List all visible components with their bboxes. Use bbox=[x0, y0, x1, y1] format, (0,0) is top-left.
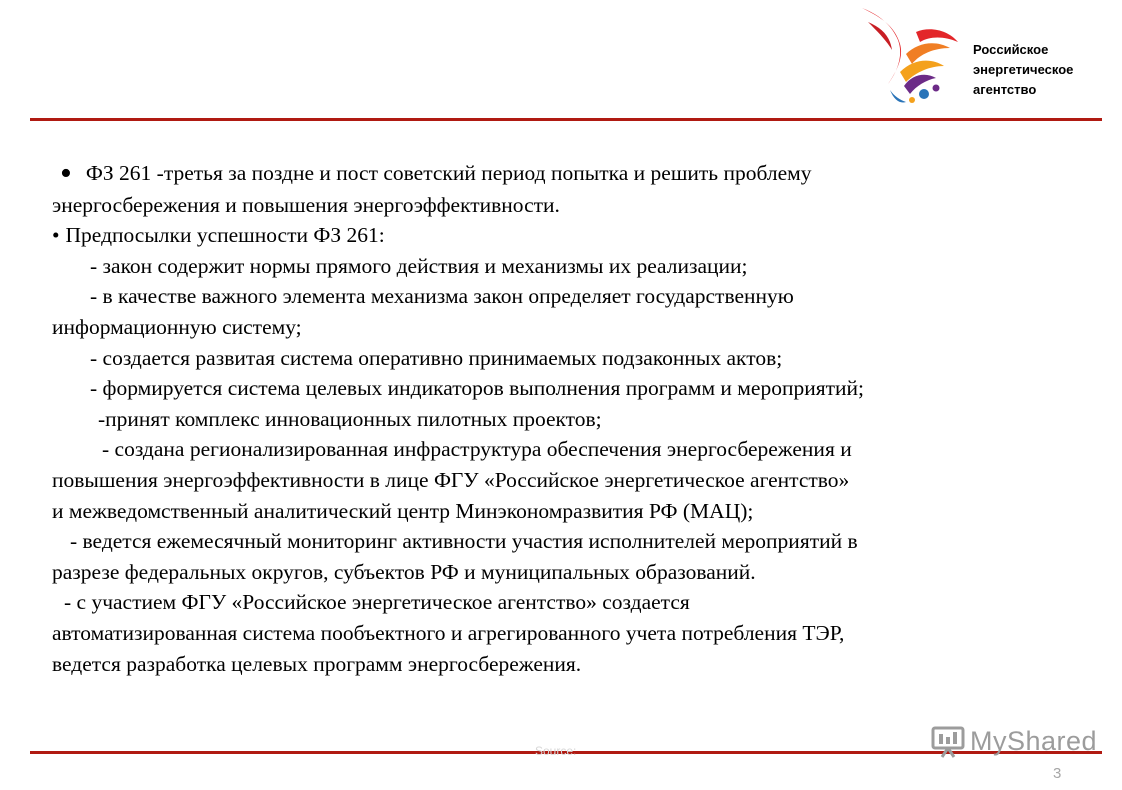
body-line-2: энергосбережения и повышения энергоэффективности. bbox=[52, 192, 560, 217]
org-logo bbox=[860, 2, 1122, 114]
body-line-1-text: ФЗ 261 -третья за поздне и пост советский период попытка и решить проблему bbox=[85, 161, 812, 185]
body-line-7: - создается развитая система оперативно принимаемых подзаконных актов; bbox=[90, 345, 783, 370]
watermark[interactable] bbox=[928, 724, 1098, 760]
body-line-15: - с участием ФГУ «Российское энергетическое агентство» создается bbox=[64, 590, 690, 615]
watermark-text: MyShared bbox=[970, 726, 1098, 756]
body-line-13: - ведется ежемесячный мониторинг активности участия исполнителей мероприятий в bbox=[70, 529, 858, 554]
header-divider bbox=[30, 118, 1102, 121]
org-logo-emblem bbox=[860, 2, 970, 114]
body-line-9: -принят комплекс инновационных пилотных проектов; bbox=[98, 406, 602, 431]
body-line-1 bbox=[52, 155, 1062, 192]
body-line-4: - закон содержит нормы прямого действия и механизмы их реализации; bbox=[90, 253, 748, 278]
org-name-line-3: агентство bbox=[973, 82, 1037, 97]
body-line-11: повышения энергоэффективности в лице ФГУ «Российское энергетическое агентство» bbox=[52, 467, 850, 492]
org-name-line-1: Российское bbox=[973, 42, 1049, 57]
body-line-17: ведется разработка целевых программ энергосбережения. bbox=[52, 651, 582, 676]
body-line-10: - создана регионализированная инфраструктура обеспечения энергосбережения и bbox=[102, 437, 852, 462]
body-line-5: - в качестве важного элемента механизма закон определяет государственную bbox=[90, 284, 794, 309]
body-line-14: разрезе федеральных округов, субъектов РФ и муниципальных образований. bbox=[52, 559, 756, 584]
body-line-12: и межведомственный аналитический центр Минэкономразвития РФ (МАЦ); bbox=[52, 498, 754, 523]
bullet-icon: • bbox=[60, 155, 72, 192]
slide-body bbox=[52, 155, 1062, 679]
body-line-16: автоматизированная система пообъектного и агрегированного учета потребления ТЭР, bbox=[52, 620, 845, 645]
presentation-icon bbox=[930, 724, 966, 758]
page-number: 3 bbox=[1053, 765, 1062, 782]
source-label: Source: bbox=[535, 744, 577, 758]
body-line-6: информационную систему; bbox=[52, 314, 302, 339]
body-line-3 bbox=[52, 220, 1062, 251]
org-name-line-2: энергетическое bbox=[973, 62, 1074, 77]
body-line-3-text: Предпосылки успешности ФЗ 261: bbox=[65, 223, 385, 248]
body-line-8: - формируется система целевых индикаторов выполнения программ и мероприятий; bbox=[90, 376, 864, 401]
bullet-icon: • bbox=[52, 223, 60, 248]
org-name bbox=[973, 40, 1073, 100]
